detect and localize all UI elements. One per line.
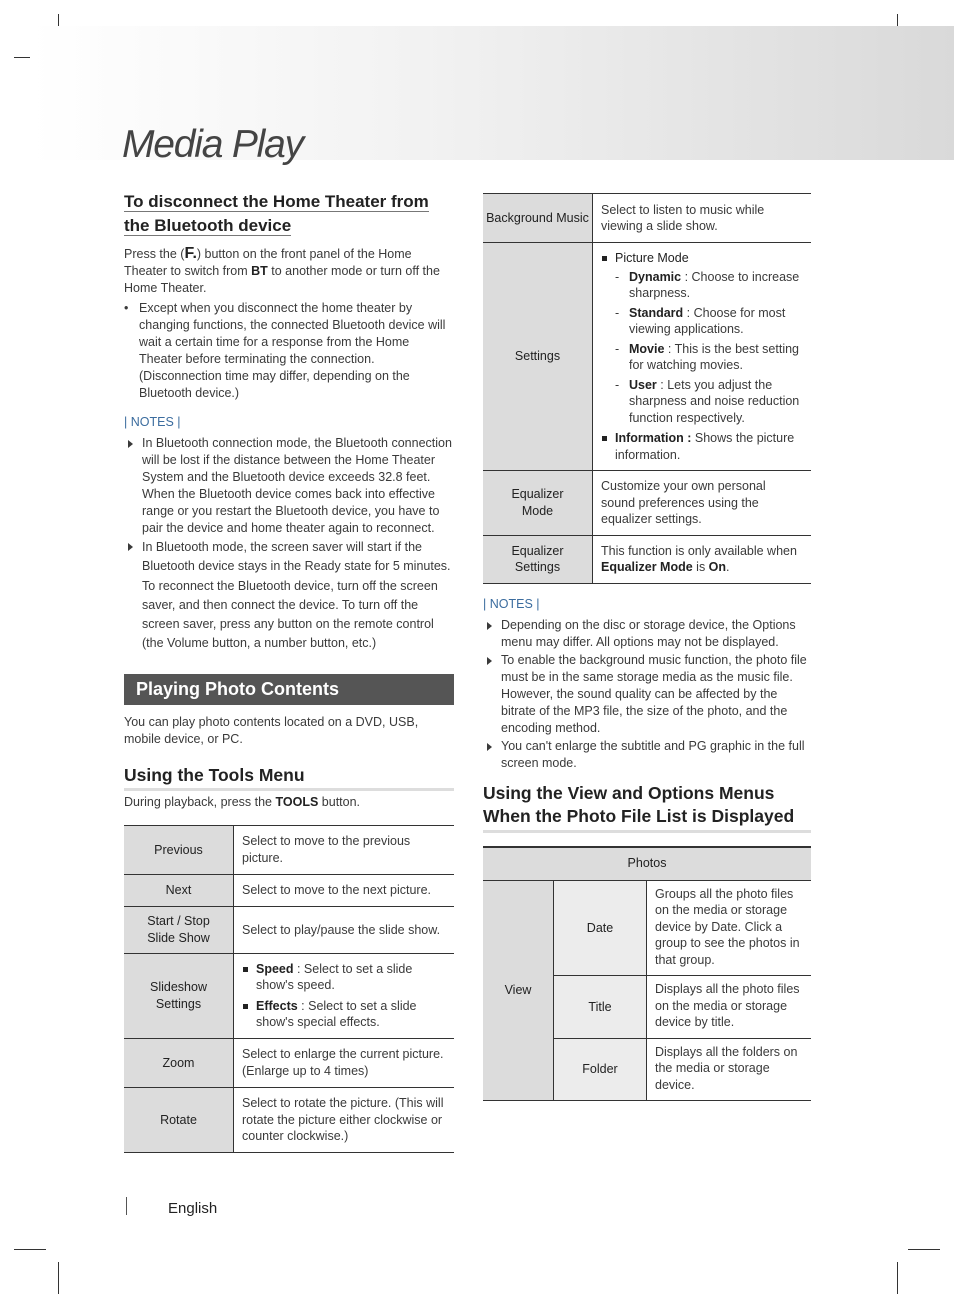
row-value: Select to play/pause the slide show.	[234, 906, 455, 953]
list-item: - Dynamic : Choose to increase sharpness.	[615, 269, 800, 300]
triangle-bullet-icon	[487, 622, 492, 630]
crop-mark	[908, 1249, 940, 1250]
table-row	[483, 471, 811, 536]
triangle-bullet-icon	[487, 657, 492, 665]
triangle-bullet-icon	[487, 743, 492, 751]
function-button-icon: F.	[184, 245, 197, 262]
table-row	[124, 874, 454, 906]
triangle-bullet-icon	[128, 543, 133, 551]
tools-table	[124, 825, 454, 1153]
row-value: Select to enlarge the current picture. (Enlarge up to 4 times)	[234, 1038, 455, 1087]
row-key: Next	[124, 874, 234, 906]
row-key: Previous	[124, 825, 234, 874]
notes-label: | NOTES |	[124, 415, 181, 429]
note-item: Depending on the disc or storage device, the Options menu may differ. All options may not be displayed.	[483, 617, 811, 651]
row-key: Equalizer Settings	[483, 535, 593, 583]
row-value: Select to rotate the picture. (This will rotate the picture either clockwise or counter clockwise.)	[234, 1087, 455, 1152]
table-row	[124, 906, 454, 953]
table-row	[124, 953, 454, 1038]
row-key: Zoom	[124, 1038, 234, 1087]
list-item: - Movie : This is the best setting for watching movies.	[615, 341, 799, 372]
row-key: Rotate	[124, 1087, 234, 1152]
row-value: Displays all the photo files on the media or storage device by title.	[647, 976, 812, 1039]
page-title: Media Play	[122, 123, 303, 166]
note-item: In Bluetooth mode, the screen saver will start if the Bluetooth device stays in the Ready state for 5 minutes. To reconnect the Bluetooth device, turn off the screen saver, and then connect the device. To turn off the screen saver, press any button on the remote control (the Volume button, a number button, etc.)	[124, 538, 454, 654]
disconnect-heading: To disconnect the Home Theater from the Bluetooth device	[124, 192, 429, 235]
right-column	[483, 193, 811, 1101]
tools-heading: Using the Tools Menu	[124, 764, 454, 791]
list-item: Information : Shows the picture information.	[601, 430, 803, 463]
table-row	[483, 880, 811, 976]
list-item: - Standard : Choose for most viewing applications.	[615, 305, 786, 336]
row-key: Start / Stop Slide Show	[124, 906, 234, 953]
tools-intro: During playback, press the TOOLS button.	[124, 794, 361, 809]
row-key: Folder	[554, 1038, 647, 1101]
row-key: Date	[554, 880, 647, 976]
list-item: Speed : Select to set a slide show's speed.	[242, 961, 446, 994]
view-label: View	[483, 880, 554, 1101]
row-value: Select to listen to music while viewing a slide show.	[593, 194, 812, 243]
disconnect-bullets	[124, 300, 454, 402]
crop-mark	[14, 1249, 46, 1250]
table-row	[483, 847, 811, 881]
row-value: Groups all the photo files on the media or storage device by Date. Click a group to see the photos in that group.	[647, 880, 812, 976]
notes-label: | NOTES |	[483, 596, 540, 611]
crop-mark	[58, 1262, 59, 1294]
table-row	[483, 535, 811, 583]
row-value	[234, 953, 455, 1038]
row-value: Customize your own personal sound preferences using the equalizer settings.	[593, 471, 812, 536]
photo-intro: You can play photo contents located on a DVD, USB, mobile device, or PC.	[124, 714, 419, 746]
row-value: Displays all the folders on the media or storage device.	[647, 1038, 812, 1101]
row-value: This function is only available when Equalizer Mode is On.	[593, 535, 812, 583]
list-item: Picture Mode - Dynamic : Choose to increase sharpness. - Standard : Choose for most viewing applications. - Movie : This is the best setting for watching movies. - User : Lets you adjust the sharpness and noise reduction function respectively.	[601, 250, 803, 426]
left-column	[124, 190, 454, 1153]
row-key: Title	[554, 976, 647, 1039]
list-item: Effects : Select to set a slide show's special effects.	[242, 998, 446, 1031]
footer-language: English	[168, 1200, 218, 1217]
note-item: You can't enlarge the subtitle and PG graphic in the full screen mode.	[483, 738, 811, 772]
photos-table	[483, 846, 811, 1102]
crop-mark	[897, 1262, 898, 1294]
row-value: Select to move to the previous picture.	[234, 825, 455, 874]
row-key: Equalizer Mode	[483, 471, 593, 536]
disconnect-paragraph: Press the (F.) button on the front panel of the Home Theater to switch from BT to another mode or turn off the Home Theater.	[124, 245, 440, 295]
options-table	[483, 193, 811, 584]
slideshow-options	[242, 961, 446, 1031]
section-title: Playing Photo Contents	[124, 674, 454, 705]
table-row	[124, 1087, 454, 1152]
triangle-bullet-icon	[128, 440, 133, 448]
notes-list	[483, 617, 811, 772]
row-key: Settings	[483, 243, 593, 471]
row-value	[593, 243, 812, 471]
list-item: • Except when you disconnect the home theater by changing functions, the connected Bluetooth device will wait a certain time for a response from the Home Theater before terminating the connection. (Disconnection time may differ, depending on the Bluetooth device.)	[124, 301, 446, 400]
notes-list	[124, 435, 454, 654]
picture-mode-list	[615, 269, 803, 427]
settings-options	[601, 250, 803, 463]
row-value: Select to move to the next picture.	[234, 874, 455, 906]
list-item: - User : Lets you adjust the sharpness and noise reduction function respectively.	[615, 377, 800, 425]
row-key: Slideshow Settings	[124, 953, 234, 1038]
table-row	[124, 1038, 454, 1087]
note-item: To enable the background music function, the photo file must be in the same storage media as the music file. However, the sound quality can be affected by the bitrate of the MP3 file, the size of the photo, and the encoding method.	[483, 652, 811, 737]
table-row	[124, 825, 454, 874]
table-header: Photos	[483, 847, 811, 881]
row-key: Background Music	[483, 194, 593, 243]
table-row	[483, 243, 811, 471]
view-heading: Using the View and Options Menus When the Photo File List is Displayed	[483, 782, 811, 833]
table-row	[483, 194, 811, 243]
note-item: In Bluetooth connection mode, the Bluetooth connection will be lost if the distance between the Home Theater System and the Bluetooth device exceeds 32.8 feet. When the Bluetooth device comes back into effective range or you restart the Bluetooth device, you have to pair the device and home theater again to reconnect.	[124, 435, 454, 537]
footer-divider	[126, 1197, 127, 1215]
